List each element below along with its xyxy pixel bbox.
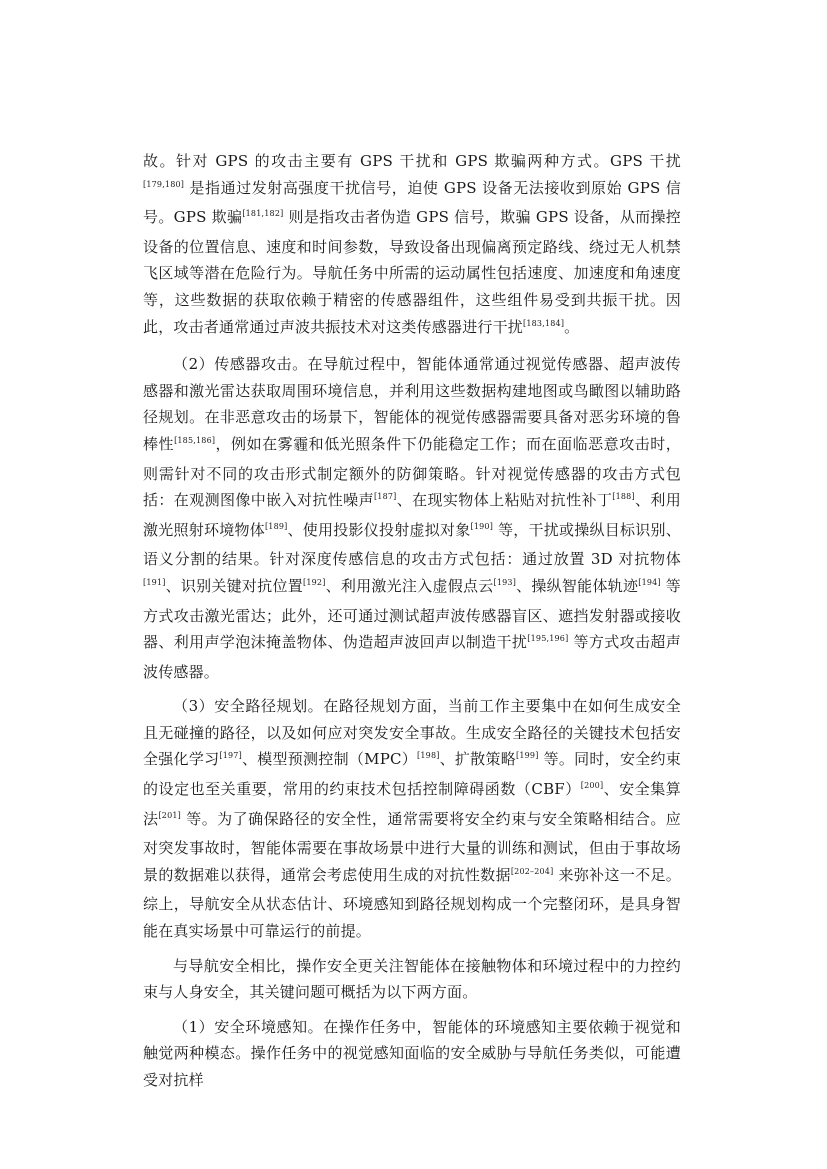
citation-superscript: [179,180] xyxy=(143,179,185,189)
citation-superscript: [195,196] xyxy=(527,634,569,644)
citation-superscript: [185,186] xyxy=(174,435,216,445)
text-run: 、模型预测控制（MPC） xyxy=(241,750,418,769)
text-run: 、操纵智能体轨迹 xyxy=(516,576,639,595)
text-run: 是指通过发射高强度干扰信号，迫使 GPS 设备无法接收到原始 GPS 信号。GPS 欺骗 xyxy=(143,178,681,227)
text-run: 、识别关键对抗位置 xyxy=(165,576,303,595)
text-run: （3）安全路径规划。在路径规划方面，当前工作主要集中在如何生成安全且无碰撞的路径，以及如何应对突发安全事故。生成安全路径的关键技术包括安全强化学习 xyxy=(143,697,681,769)
text-run: 、在现实物体上粘贴对抗性补丁 xyxy=(396,491,613,510)
text-run: 、利用激光注入虚假点云 xyxy=(325,576,494,595)
citation-superscript: [201] xyxy=(158,810,181,820)
text-run: （1）安全环境感知。在操作任务中，智能体的环境感知主要依赖于视觉和触觉两种模态。操作任务中的视觉感知面临的安全威胁与导航任务类似，可能遭受对抗样 xyxy=(143,1017,681,1089)
paper-body xyxy=(143,148,681,1102)
citation-superscript: [202–204] xyxy=(510,866,554,876)
paragraph-4 xyxy=(143,953,681,1006)
citation-superscript: [183,184] xyxy=(523,318,565,328)
paragraph-3 xyxy=(143,693,681,944)
text-run: 来弥补这一不足。综上，导航安全从状态估计、环境感知到路径规划构成一个完整闭环，是具身智能在真实场景中可靠运行的前提。 xyxy=(143,865,681,941)
citation-superscript: [191] xyxy=(143,577,166,587)
text-run: 、利用激光照射环境物体 xyxy=(143,491,681,539)
text-run: 。 xyxy=(564,317,580,336)
text-run: 与导航安全相比，操作安全更关注智能体在接触物体和环境过程中的力控约束与人身安全，其关键问题可概括为以下两方面。 xyxy=(143,956,681,1002)
citation-superscript: [198] xyxy=(417,751,440,761)
paragraph-5 xyxy=(143,1014,681,1094)
text-run: 等。同时，安全约束的设定也至关重要，常用的约束技术包括控制障碍函数（CBF） xyxy=(143,750,681,799)
text-run: 等方式攻击激光雷达；此外，还可通过测试超声波传感器盲区、遮挡发射器或接收器、利用声学泡沫掩盖物体、伪造超声波回声以制造干扰 xyxy=(143,576,682,652)
citation-superscript: [181,182] xyxy=(242,209,284,219)
text-run: （2）传感器攻击。在导航过程中，智能体通常通过视觉传感器、超声波传感器和激光雷达获取周围环境信息，并利用这些数据构建地图或鸟瞰图以辅助路径规划。在非恶意攻击的场景下，智能体的视觉传感器需要具备对恶劣环境的鲁棒性 xyxy=(143,355,681,453)
text-run: 、安全集算法 xyxy=(143,780,681,828)
text-run: 、使用投影仪投射虚拟对象 xyxy=(287,520,471,539)
citation-superscript: [200] xyxy=(580,781,604,791)
citation-superscript: [187] xyxy=(373,492,397,502)
text-run: ，例如在雾霾和低光照条件下仍能稳定工作；而在面临恶意攻击时，则需针对不同的攻击形式制定额外的防御策略。针对视觉传感器的攻击方式包括：在观测图像中嵌入对抗性噪声 xyxy=(143,434,681,510)
citation-superscript: [188] xyxy=(612,492,635,502)
text-run: 、扩散策略 xyxy=(439,750,517,769)
citation-superscript: [199] xyxy=(516,751,539,761)
text-run: 等。为了确保路径的安全性，通常需要将安全约束与安全策略相结合。应对突发事故时，智能体需要在事故场景中进行大量的训练和测试，但由于事故场景的数据难以获得，通常会考虑使用生成的对抗性数据 xyxy=(143,809,682,884)
citation-superscript: [189] xyxy=(264,521,288,531)
text-run: 等，干扰或操纵目标识别、语义分割的结果。针对深度传感信息的攻击方式包括：通过放置 3D 对抗物体 xyxy=(143,520,681,569)
text-run: 等方式攻击超声波传感器。 xyxy=(143,633,681,681)
text-run: 则是指攻击者伪造 GPS 信号，欺骗 GPS 设备，从而操控设备的位置信息、速度和时间参数，导致设备出现偏离预定路线、绕过无人机禁飞区域等潜在危险行为。导航任务中所需的运动属性包括速度、加速度和角速度等，这些数据的获取依赖于精密的传感器组件，这些组件易受到共振干扰。因此，攻击者通常通过声波共振技术对这类传感器进行干扰 xyxy=(143,208,681,336)
paragraph-1 xyxy=(143,148,681,343)
paragraph-2 xyxy=(143,351,681,685)
citation-superscript: [190] xyxy=(470,521,494,531)
citation-superscript: [197] xyxy=(219,751,242,761)
citation-superscript: [194] xyxy=(638,577,661,587)
citation-superscript: [192] xyxy=(303,577,326,587)
citation-superscript: [193] xyxy=(493,577,517,587)
text-run: 故。针对 GPS 的攻击主要有 GPS 干扰和 GPS 欺骗两种方式。GPS 干扰 xyxy=(143,152,681,170)
